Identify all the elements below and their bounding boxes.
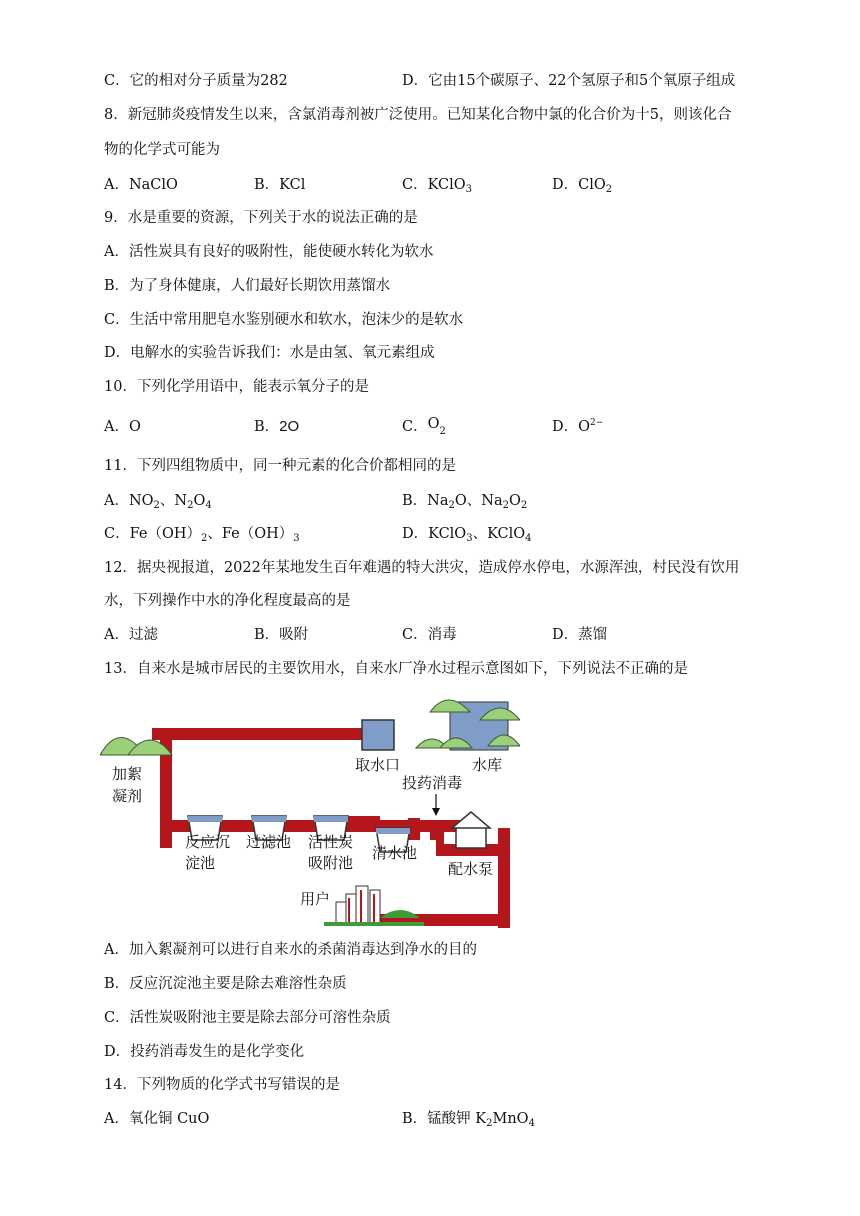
q13-option-b: B．反应沉淀池主要是除去难溶性杂质 xyxy=(104,976,347,992)
q8-option-a: A．NaClO xyxy=(104,177,178,193)
label-clean: 清水池 xyxy=(372,844,418,862)
q8-stem-line1: 8．新冠肺炎疫情发生以来，含氯消毒剂被广泛使用。已知某化合物中氯的化合价为十5，则该化合 xyxy=(104,107,732,123)
q14-stem: 14．下列物质的化学式书写错误的是 xyxy=(104,1077,340,1093)
q8-stem-line2: 物的化学式可能为 xyxy=(104,142,220,158)
label-sediment-2: 淀池 xyxy=(185,854,216,872)
q11-stem: 11．下列四组物质中，同一种元素的化合价都相同的是 xyxy=(104,458,456,474)
q12-stem-line2: 水，下列操作中水的净化程度最高的是 xyxy=(104,593,351,609)
label-sediment-1: 反应沉 xyxy=(185,833,231,851)
label-reservoir: 水库 xyxy=(472,756,503,774)
q10-option-d: D．$O^{2-}$ xyxy=(552,418,604,435)
q12-option-a: A．过滤 xyxy=(104,627,158,643)
q9-option-c: C．生活中常用肥皂水鉴别硬水和软水，泡沫少的是软水 xyxy=(104,312,464,328)
q9-option-a: A．活性炭具有良好的吸附性，能使硬水转化为软水 xyxy=(104,244,434,260)
q9-option-d: D．电解水的实验告诉我们：水是由氢、氧元素组成 xyxy=(104,345,435,361)
q13-option-d: D．投药消毒发生的是化学变化 xyxy=(104,1044,305,1060)
q14-option-a: A．氧化铜 CuO xyxy=(104,1111,210,1127)
q12-stem-line1: 12．据央视报道，2022年某地发生百年难遇的特大洪灾，造成停水停电，水源浑浊，村民没有饮用 xyxy=(104,560,740,576)
q9-option-b: B．为了身体健康，人们最好长期饮用蒸馏水 xyxy=(104,278,391,294)
q7-option-d: D．它由15个碳原子、22个氢原子和5个氧原子组成 xyxy=(402,73,736,89)
label-flocculant-1: 加絮 xyxy=(112,765,143,783)
label-disinfect: 投药消毒 xyxy=(402,774,463,792)
reservoir-icon xyxy=(416,700,520,750)
label-carbon-2: 吸附池 xyxy=(308,854,354,872)
label-pump: 配水泵 xyxy=(448,860,494,878)
q11-option-b: B．$Na_2O$、$Na_2O_2$ xyxy=(402,493,528,511)
q8-option-c: C．KClO$_3$ xyxy=(402,177,473,195)
q10-stem: 10．下列化学用语中，能表示氧分子的是 xyxy=(104,379,369,395)
label-flocculant-2: 凝剂 xyxy=(112,787,143,805)
q7-option-c: C．它的相对分子质量为282 xyxy=(104,73,288,89)
q10-option-c: C．$O_2$ xyxy=(402,416,446,437)
q13-option-a: A．加入絮凝剂可以进行自来水的杀菌消毒达到净水的目的 xyxy=(104,942,477,958)
q13-stem: 13．自来水是城市居民的主要饮用水，自来水厂净水过程示意图如下，下列说法不正确的是 xyxy=(104,661,688,677)
q10-option-b: B．2O xyxy=(254,418,300,435)
q8-option-d: D．ClO$_2$ xyxy=(552,177,613,195)
label-intake: 取水口 xyxy=(355,756,401,774)
label-user: 用户 xyxy=(300,890,331,908)
q14-option-b: B．锰酸钾 $K_2MnO_4$ xyxy=(402,1111,535,1129)
label-filter: 过滤池 xyxy=(246,833,292,851)
label-carbon-1: 活性炭 xyxy=(308,833,354,851)
q11-option-d: D．KClO$_3$、KClO$_4$ xyxy=(402,526,532,544)
q9-stem: 9．水是重要的资源，下列关于水的说法正确的是 xyxy=(104,210,418,226)
q12-option-b: B．吸附 xyxy=(254,627,309,643)
pump-house-icon xyxy=(452,812,490,848)
q10-option-a: A．O xyxy=(104,419,141,435)
q11-option-a: A．$NO_2$、$N_2O_4$ xyxy=(104,493,212,511)
disinfect-arrow-icon xyxy=(432,794,440,816)
water-treatment-diagram xyxy=(100,690,520,930)
q11-option-c: C．$Fe(OH)_2$、$Fe(OH)_3$ xyxy=(104,526,300,544)
intake-box-icon xyxy=(362,720,394,750)
q12-option-d: D．蒸馏 xyxy=(552,627,608,643)
q12-option-c: C．消毒 xyxy=(402,627,457,643)
q13-option-c: C．活性炭吸附池主要是除去部分可溶性杂质 xyxy=(104,1010,391,1026)
q8-option-b: B．KCl xyxy=(254,177,306,193)
